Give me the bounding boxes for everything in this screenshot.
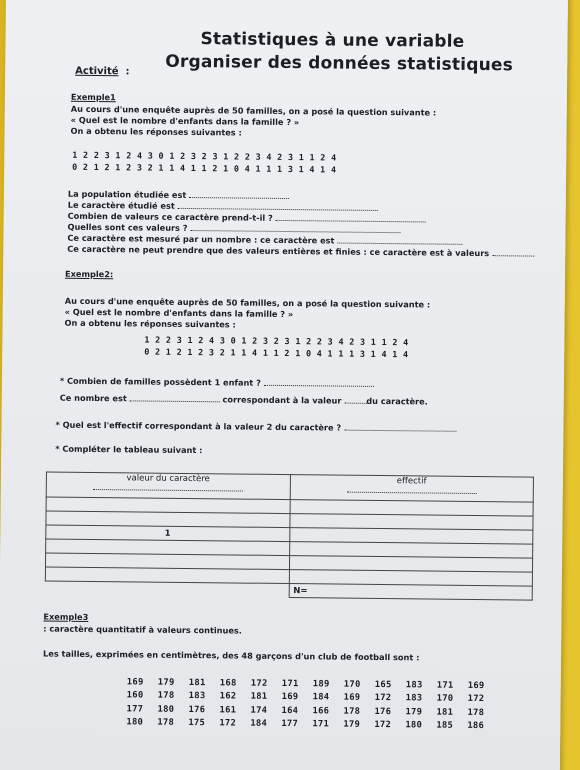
ex3-data-row (126, 716, 498, 733)
height-value: 166 (312, 705, 330, 717)
ex1-intro-2: « Quel est le nombre d'enfants dans la famille ? » (70, 114, 300, 128)
height-value: 178 (467, 707, 485, 718)
ex1-q4-text: Quelles sont ces valeurs ? (67, 221, 188, 233)
ex2-question-1-enfant (60, 375, 374, 390)
height-value: 185 (436, 720, 454, 731)
ex1-q6-text: Ce caractère ne peut prendre que des valeurs entières et finies : ce caractère est à valeurs (67, 243, 490, 259)
ex1-intro-1: Au cours d'une enquête auprès de 50 familles, on a posé la question suivante : (70, 103, 437, 118)
height-value: 169 (126, 677, 144, 688)
activite-label (75, 66, 129, 78)
ex2-intro-2: « Quel est le nombre d'enfants dans la famille ? » (64, 306, 294, 320)
height-value: 160 (126, 690, 144, 701)
height-value: 179 (343, 719, 361, 730)
height-value: 171 (281, 678, 299, 690)
table-cell-total[interactable]: N= (289, 584, 533, 601)
height-value: 169 (343, 692, 361, 704)
ex3-subheading: : caractère quantitatif à valeurs continues. (43, 623, 242, 636)
ex1-q5-text: Ce caractère est mesuré par un nombre : ce caractère est (67, 232, 335, 246)
table-header-effectif-text: effectif (396, 476, 427, 487)
height-value: 172 (467, 694, 485, 705)
ex1-q1-text: La population étudiée est (67, 188, 187, 200)
answer-blank[interactable] (189, 189, 289, 199)
table-header-effectif (290, 475, 534, 503)
ex2-question-effectif-2 (55, 419, 456, 434)
ex3-heading: Exemple3 (43, 611, 89, 622)
answer-blank[interactable] (264, 377, 374, 387)
height-value: 181 (250, 691, 268, 703)
table-cell-empty (45, 581, 289, 598)
height-value: 171 (312, 719, 330, 730)
ex2-data-row-1: 1 2 2 3 1 2 4 3 0 1 2 3 2 3 1 2 2 3 4 2 3 1 1 2 4 (144, 334, 409, 348)
height-value: 172 (374, 693, 392, 704)
height-value: 172 (250, 678, 268, 689)
ex3-data-grid (126, 676, 499, 733)
height-value: 178 (343, 706, 361, 717)
answer-blank[interactable] (190, 222, 400, 233)
activite-text: Activité (75, 65, 119, 78)
height-value: 170 (436, 693, 454, 705)
height-value: 165 (374, 679, 392, 691)
answer-blank[interactable] (337, 235, 462, 245)
height-value: 178 (157, 717, 175, 728)
height-value: 180 (405, 720, 423, 731)
ex2-b1-text: * Combien de familles possèdent 1 enfant ? (59, 375, 261, 388)
height-value: 176 (374, 706, 392, 717)
ex2-heading: Exemple2: (65, 268, 114, 280)
height-value: 183 (188, 691, 206, 702)
ex2-b2c-text: du caractère. (366, 395, 428, 407)
activite-colon: : (125, 66, 130, 78)
height-value: 178 (157, 690, 175, 702)
height-value: 180 (157, 704, 175, 715)
ex1-data-row-1: 1 2 2 3 1 2 4 3 0 1 2 3 2 3 1 2 2 3 4 2 3 1 1 2 4 (72, 149, 337, 163)
ex2-b2b-text: correspondant à la valeur (222, 394, 342, 406)
table-header-valeur (46, 472, 290, 500)
height-value: 177 (126, 703, 144, 715)
answer-blank[interactable] (276, 212, 426, 223)
height-value: 164 (281, 705, 299, 716)
height-value: 169 (281, 692, 299, 703)
height-value: 175 (188, 717, 206, 729)
answer-blank[interactable] (344, 395, 366, 404)
height-value: 186 (467, 720, 485, 731)
ex3-intro: Les tailles, exprimées en centimètres, des 48 garçons d'un club de football sont : (43, 648, 420, 663)
height-value: 179 (157, 677, 175, 688)
ex2-intro-3: On a obtenu les réponses suivantes : (64, 317, 236, 330)
answer-blank[interactable] (344, 422, 456, 432)
answer-blank[interactable] (178, 200, 378, 211)
ex1-question-type-valeurs (67, 243, 534, 259)
height-value: 174 (250, 705, 268, 716)
height-value: 168 (219, 678, 237, 689)
answer-blank[interactable] (492, 247, 534, 256)
header-underline (347, 488, 477, 494)
table-header-valeur-text: valeur du caractère (126, 473, 210, 485)
height-value: 180 (126, 717, 144, 728)
height-value: 183 (405, 693, 423, 704)
ex1-q3-text: Combien de valeurs ce caractère prend-t-il ? (67, 210, 273, 223)
frequency-table (45, 472, 534, 601)
height-value: 162 (219, 691, 237, 702)
ex2-instruction-tableau: * Compléter le tableau suivant : (55, 443, 203, 456)
ex2-question-nombre (60, 392, 428, 407)
height-value: 181 (436, 707, 454, 718)
header-underline (93, 485, 243, 492)
height-value: 169 (467, 680, 485, 692)
ex1-heading: Exemple1 (70, 91, 116, 103)
answer-blank[interactable] (130, 392, 220, 402)
table-cell-value-1[interactable]: 1 (46, 525, 290, 542)
height-value: 184 (312, 692, 330, 703)
title-line-2: Organiser des données statistiques (165, 51, 514, 76)
ex1-q2-text: Le caractère étudié est (67, 199, 175, 211)
title-line-1: Statistiques à une variable (200, 29, 465, 52)
height-value: 184 (250, 718, 268, 729)
ex1-data-row-2: 0 2 1 2 1 2 3 2 1 1 4 1 1 2 1 0 4 1 1 1 3 1 4 1 4 (72, 161, 337, 175)
height-value: 161 (219, 704, 237, 716)
ex2-b3-text: * Quel est l'effectif correspondant à la valeur 2 du caractère ? (55, 419, 342, 433)
height-value: 189 (312, 679, 330, 690)
ex2-data-row-2: 0 2 1 2 1 2 3 2 1 1 4 1 1 2 1 0 4 1 1 1 3 1 4 1 4 (144, 346, 409, 360)
height-value: 179 (405, 706, 423, 718)
height-value: 172 (374, 719, 392, 731)
ex2-intro-1: Au cours d'une enquête auprès de 50 familles, on a posé la question suivante : (64, 295, 431, 310)
height-value: 171 (436, 680, 454, 691)
height-value: 177 (281, 718, 299, 730)
height-value: 183 (405, 680, 423, 691)
height-value: 170 (343, 679, 361, 690)
height-value: 172 (219, 718, 237, 729)
ex1-intro-3: On a obtenu les réponses suivantes : (70, 125, 242, 138)
height-value: 181 (188, 678, 206, 689)
ex2-b2a-text: Ce nombre est (59, 392, 127, 404)
height-value: 176 (188, 704, 206, 715)
